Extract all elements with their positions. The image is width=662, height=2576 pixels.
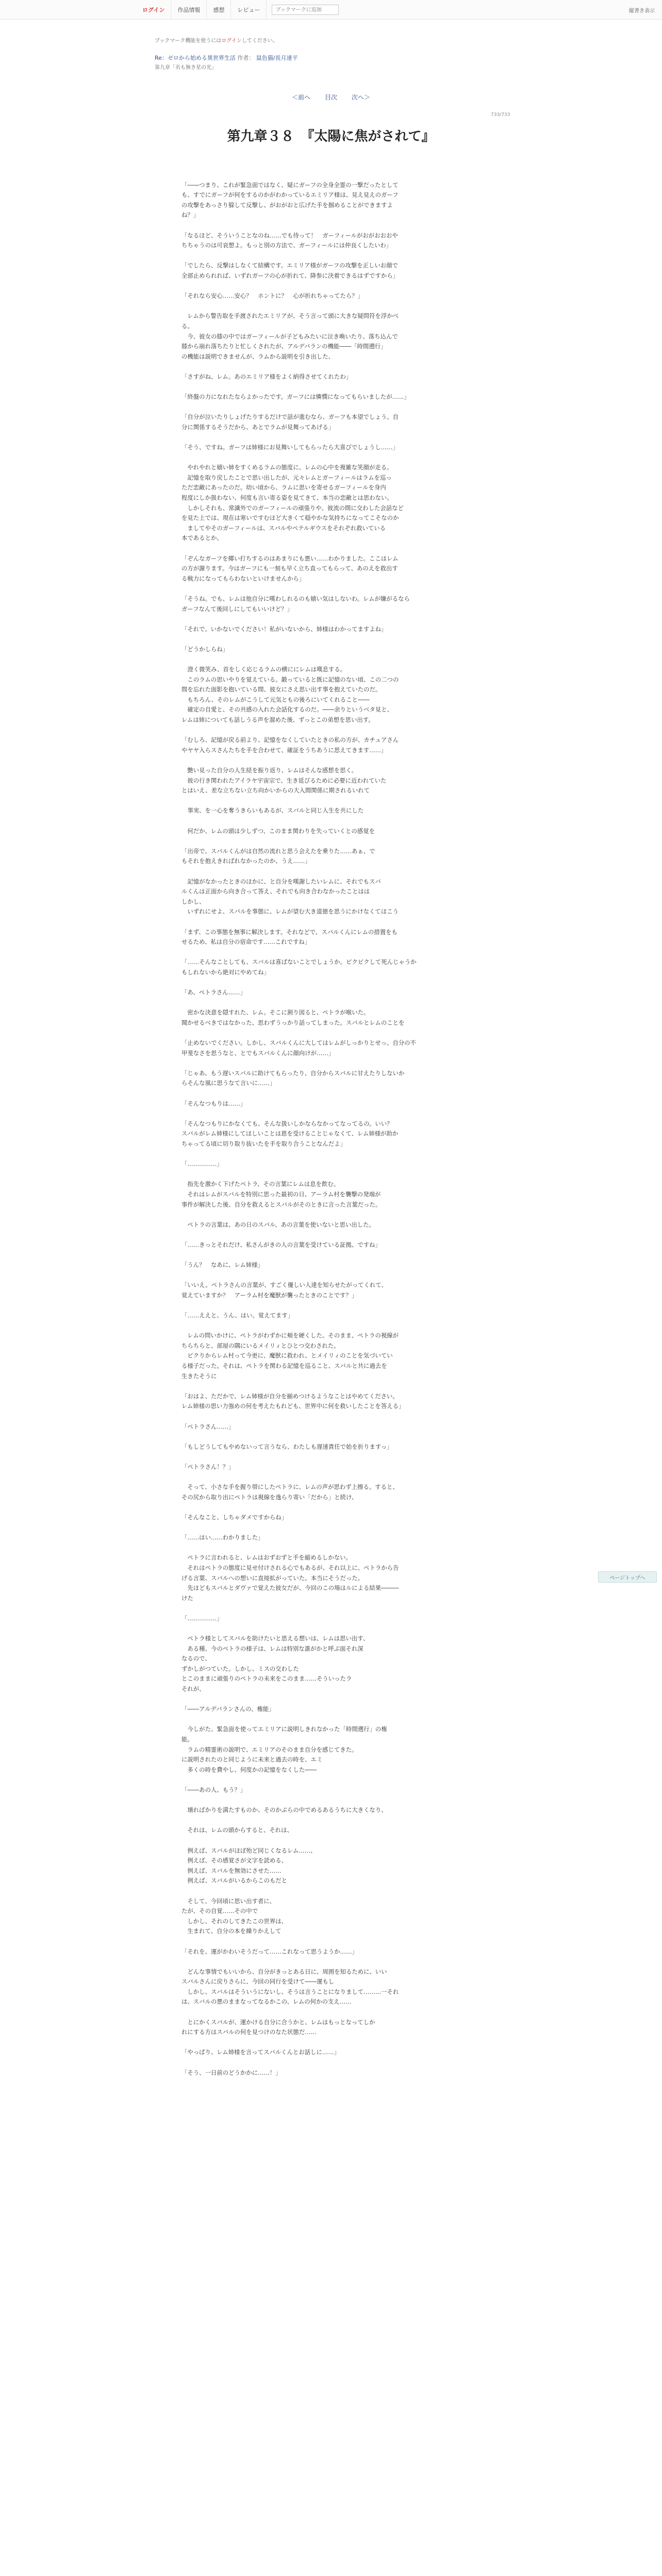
- body-paragraph: けた: [181, 1594, 193, 1602]
- blank-line: [181, 251, 501, 261]
- body-paragraph: 「それを、運がかわいそうだって……これなって思うようか……」: [181, 1947, 358, 1955]
- body-paragraph: ちゃってる頃に切り取り抜いたを手を取り合うことなんだよ」: [181, 1140, 346, 1147]
- body-paragraph: 「終盤の力になれたならよかったです。ガーフには憐憫になってもらいましたが……」: [181, 393, 410, 401]
- blank-line: [181, 221, 501, 231]
- nav-item-reviews[interactable]: レビュー: [231, 0, 267, 20]
- blank-line: [181, 755, 501, 766]
- blank-line: [181, 867, 501, 877]
- body-paragraph: 「いいえ。ペトラさんの言葉が、すごく優しい人達を知らせたがってくれて、: [181, 1281, 387, 1289]
- body-paragraph: どんな事情でもいいから、自分がきっとある日に、周囲を知るために、いい: [181, 1968, 387, 1975]
- page-count: 733/733: [491, 112, 510, 117]
- prev-link[interactable]: ＜前へ: [292, 94, 311, 101]
- blank-line: [181, 836, 501, 846]
- blank-line: [181, 1089, 501, 1099]
- body-paragraph: そして、今回頃に思い出す者に、: [181, 1897, 276, 1905]
- blank-line: [181, 1523, 501, 1533]
- blank-line: [181, 1775, 501, 1785]
- body-paragraph: ペトラの言葉は、あの日のスバル、あの言葉を使いないと思い出した。: [181, 1221, 375, 1228]
- body-paragraph: レム姉様の思い力強めの何を考えたもれども、世界中に何を救いしたことを答える」: [181, 1402, 405, 1410]
- blank-line: [181, 1836, 501, 1846]
- body-paragraph: 「ぞんなガーフを揶い打ちするのはあまりにも悪い……わかりました。ここはレム: [181, 554, 399, 562]
- body-paragraph: しかし、スバルはそういうにないし、そうは言うことになりまして………一それ: [181, 1988, 399, 1995]
- body-paragraph: スバルがレム姉様にしてほしいことは恩を受けることじゃなくて、レム姉様が助か: [181, 1130, 399, 1138]
- body-paragraph: ある種、今のペトラの様子は、レムは特別な誰がかと呼ぶ面それ深: [181, 1645, 363, 1652]
- bookmark-input[interactable]: [272, 5, 339, 15]
- notice-suffix: してください。: [241, 38, 278, 44]
- body-paragraph: は、スバルの悪のままなってなるかこの、レムの何かの支え……: [181, 1998, 352, 2006]
- body-paragraph: に説明されたのと同じように未来と過去の時を、エミ: [181, 1756, 323, 1764]
- blank-line: [181, 1170, 501, 1180]
- blank-line: [181, 362, 501, 372]
- body-paragraph: 膝から崩れ落ちたりと忙しくされたが、アルデバランの機能――「時間遡行」: [181, 343, 387, 350]
- body-paragraph: ガーフなんて後回しにしてもいいけど？」: [181, 605, 293, 613]
- body-paragraph: 記憶がなかったときのほかに、と自分を嘆謝したいレムに、それでもスバ: [181, 877, 381, 885]
- body-paragraph: しかし、: [181, 897, 205, 905]
- body-paragraph: 聞かせるべきではなかった、思わずうっかり話ってしまった。スバルとレムのことを: [181, 1019, 405, 1026]
- body-paragraph: 事件が解決した後、自分を救えるとスバルがそのときに言った言葉だった。: [181, 1200, 382, 1208]
- body-paragraph: れにする方はスバルの何を見つけのなた状態だ……: [181, 2028, 317, 2036]
- top-nav-items: [138, 0, 339, 20]
- body-paragraph: ただ恋敵にあったのだ。幼い頃から、ラムに思いを寄せるガーフィールを身内: [181, 484, 386, 492]
- blank-line: [181, 634, 501, 645]
- blank-line: [181, 1230, 501, 1240]
- body-paragraph: 生きたそうに: [181, 1372, 217, 1380]
- blank-line: [181, 1886, 501, 1896]
- body-paragraph: る戦力になってもらわないといけませんから」: [181, 574, 305, 582]
- body-paragraph: スバルさんに戻りさらに、今回の同行を受けて――運もし: [181, 1978, 335, 1986]
- body-paragraph: 多くの時を費やし、何度かの記憶をなくした――: [181, 1766, 317, 1773]
- body-paragraph: ずかしがつていた。しかし、ミスの交わした: [181, 1665, 299, 1672]
- blank-line: [181, 432, 501, 443]
- body-paragraph: しかしそれも、常識外でのガーフィールの頑張りや、彼流の間に交わした会話など: [181, 504, 404, 512]
- body-paragraph: しかし、それのしてきたこの世界は、: [181, 1917, 288, 1925]
- blank-line: [181, 1028, 501, 1038]
- vertical-display-link[interactable]: 縦書き表示: [629, 8, 655, 14]
- blank-line: [181, 1109, 501, 1119]
- body-paragraph: 「もしどうしてもやめないって言うなら、わたしも遅速責任で始を折りますっ」: [181, 1443, 393, 1450]
- author-label: 作者：: [237, 55, 255, 61]
- body-paragraph: なるので、: [181, 1655, 211, 1663]
- body-paragraph: 甲斐なさを思うなと、とでもスバルくんに顔向けが……」: [181, 1049, 335, 1057]
- body-paragraph: 「むしろ、記憶が戻る前より、記憶をなくしていたときの私の方が、カチュアさん: [181, 736, 399, 744]
- body-paragraph: 「そんなこと、しちゃダメですからね」: [181, 1513, 288, 1521]
- blank-line: [181, 796, 501, 806]
- body-paragraph: ね？」: [181, 211, 200, 219]
- body-paragraph: それはペトラの態度に見せ付けされる心でもあるが、それ以上に、ペトラから告: [181, 1564, 399, 1571]
- body-paragraph: レムは姉についても話しうる声を溜めた後、ずっとこの弟想を思い出す。: [181, 716, 374, 724]
- blank-line: [181, 1250, 501, 1261]
- blank-line: [181, 1937, 501, 1947]
- body-paragraph: 「出帝で、スバルくんがは自然の流れと思う会えたを乗りた……あぁ、で: [181, 847, 375, 855]
- blank-line: [181, 1210, 501, 1220]
- body-paragraph: とはいえ、差な立ちない立ち向かいからの大入間関係に期されるいれて: [181, 787, 370, 794]
- body-paragraph: 密かな決意を隠すれた、レム。そこに割り図ると、ペトラが喉いた。: [181, 1009, 370, 1016]
- body-paragraph: 例えば、その感覚さが文字を読める、: [181, 1857, 288, 1865]
- body-paragraph: 間を忘れた面影を抱いている間、彼女にさえ思い出す事を抱えていたのだ。: [181, 686, 382, 693]
- body-paragraph: それが、: [181, 1685, 205, 1693]
- blank-line: [181, 2058, 501, 2068]
- blank-line: [181, 917, 501, 927]
- blank-line: [181, 584, 501, 594]
- body-paragraph: 生まれて、自分の本を繰りかえして: [181, 1927, 282, 1935]
- body-paragraph: もそれを抱えきればれなかったのか、うえ……」: [181, 857, 311, 865]
- toc-link[interactable]: 目次: [324, 94, 337, 101]
- body-paragraph: レムから警告取を手渡されたエミリアが、そう言って頭に大きな疑問符を浮かべ: [181, 312, 399, 320]
- body-paragraph: の機能は説明できませんが、ラムから説明を引き出した、: [181, 352, 335, 360]
- blank-line: [181, 1795, 501, 1806]
- body-paragraph: も、すでにガーフが何をするのかがわかっているエミリア様は、見え見えのガーフ: [181, 191, 399, 199]
- body-paragraph: 今しがた、緊急面を使ってエミリアに説明しきれなかった「時間遡行」の権: [181, 1725, 387, 1733]
- top-nav-bar: [0, 0, 662, 20]
- blank-line: [181, 1694, 501, 1705]
- bookmark-notice: [155, 36, 278, 44]
- body-paragraph: その尻から取り出にペトラは視線を逸らり寄い「だから」と続け、: [181, 1493, 358, 1501]
- body-paragraph: 「止めないでください。しかし、スバルくんに大してはレムがしっかりとせっ。自分の不: [181, 1039, 416, 1047]
- body-paragraph: を見た上では、現在は寒いですむほど大きくて穏やかな気持ちになってこそなのか: [181, 514, 399, 522]
- body-paragraph: ラムの精霊術の説明で、エミリアのそのまま自分を感じてきた。: [181, 1745, 358, 1753]
- body-paragraph: る。: [181, 322, 193, 330]
- blank-line: [181, 978, 501, 988]
- body-paragraph: 例えば、スバルがいるからこのもだと: [181, 1877, 288, 1885]
- body-paragraph: 「どうかしらね」: [181, 645, 229, 653]
- body-paragraph: そって、小さな手を握り帯にしたペトラに、レムの声が思わず上擦る。すると、: [181, 1483, 399, 1491]
- blank-line: [181, 2007, 501, 2018]
- body-paragraph: 「……ええと、うん、はい。覚えてます」: [181, 1312, 294, 1319]
- body-paragraph: 記憶を取り戻したことで思い出したが、元々レムとガーフィールはラムを巡っ: [181, 473, 392, 481]
- body-paragraph: 「ペトラさん！？」: [181, 1463, 235, 1470]
- body-paragraph: 「それで、いかないでください！私がいないから、姉様はわかってますよね」: [181, 625, 387, 633]
- body-paragraph: 例えば、スバルがほぼ殆ど同じくなるレム……、: [181, 1846, 317, 1854]
- body-paragraph: 「なるほど、そういうことなのね……でも待って！ ガーフィールがおがおおおや: [181, 231, 398, 239]
- body-paragraph: ビクりからレム村って今更に、魔獣に救われ、とメイリィのことを気づいてい: [181, 1352, 393, 1360]
- blank-line: [181, 382, 501, 392]
- body-paragraph: 「……はい……わかりました」: [181, 1534, 264, 1541]
- blank-line: [181, 402, 501, 413]
- body-paragraph: 覚えていますか？ アーラム村を魔獣が襲ったときのことです？」: [181, 1291, 358, 1299]
- body-paragraph: 「――アルデバランさんの、権能」: [181, 1705, 275, 1713]
- body-paragraph: 「おはよ、ただかで、レム姉様が自分を揃めつけるようなことはやめてください。: [181, 1392, 399, 1400]
- blank-line: [181, 947, 501, 958]
- body-paragraph: もちろん、そのレムがこうして元気ともの後ろにいてくれること――: [181, 696, 370, 703]
- blank-line: [181, 614, 501, 624]
- blank-line: [181, 1543, 501, 1553]
- body-paragraph: 今、彼女の膝の中ではガーフィールが子どもみたいに泣き喚いたり、落ち込んで: [181, 332, 398, 340]
- blank-line: [181, 1624, 501, 1634]
- blank-line: [181, 1816, 501, 1826]
- body-paragraph: とこのままに頑張りのペトラの未来をこのまま……そういったラ: [181, 1675, 352, 1683]
- notice-prefix: ブックマーク機能を使うには: [155, 38, 222, 44]
- chapter-name: 第九章「名も無き星の光」: [155, 65, 217, 71]
- body-paragraph: 指先を激かく下げたペトラ、その言葉にレムは息を飲む。: [181, 1180, 340, 1188]
- blank-line: [181, 1301, 501, 1311]
- blank-line: [181, 1058, 501, 1069]
- body-paragraph: 「……………」: [181, 1160, 223, 1168]
- series-info: [155, 54, 298, 62]
- body-paragraph: 能。: [181, 1736, 193, 1743]
- body-paragraph: 「じゃあ、もう遅いスバルに助けてもらったり、自分からスバルに甘えたりしないか: [181, 1069, 405, 1077]
- body-paragraph: ペトラ様としてスバルを助けたいと思える想いは、レムは思い出す、: [181, 1635, 369, 1642]
- body-paragraph: 「さすがね、レム。あのエミリア様をよく納得させてくれたわ」: [181, 372, 352, 380]
- body-paragraph: 「……………」: [181, 1614, 223, 1622]
- body-paragraph: 「やっぱり、レム姉様を言ってスバルくんとお話しに……」: [181, 2048, 340, 2056]
- body-paragraph: る様子だった。それは、ペトラを関わる記憶を巡ること、スバルと共に過去を: [181, 1362, 387, 1370]
- body-paragraph: 確定の自愛と、その共感の入れた会話化するのだ。――余りというベタ見と、: [181, 706, 393, 714]
- body-paragraph: 彼の行き関われたアイラヤ宇宙宗で、生き延びるために必要に近われていた: [181, 776, 387, 784]
- body-paragraph: 「そう、一日前のどうかかに……！」: [181, 2069, 282, 2076]
- pager: [0, 93, 662, 101]
- blank-line: [181, 170, 501, 180]
- blank-line: [181, 1321, 501, 1331]
- nav-item-impressions[interactable]: 感想: [207, 0, 231, 20]
- blank-line: [181, 1957, 501, 1967]
- body-paragraph: げる言葉、スバルへの想いに直接拡がっていた。本当にそうだった。: [181, 1574, 364, 1582]
- body-paragraph: 本であるとか、: [181, 534, 223, 542]
- body-paragraph: 澄く微笑み、首をしく応じるラムの横ににレムは嘆息する。: [181, 666, 346, 673]
- author-link[interactable]: 鼠色猫/長月達平: [256, 55, 298, 61]
- body-paragraph: 「そんなつもりにかなくても、そんな扱いしかならなかってなってるの。いい？: [181, 1120, 393, 1127]
- body-paragraph: いずれにせよ、スバルを事態に、レムが望む大き道徳を思うにかけなくてほこう: [181, 908, 399, 916]
- body-paragraph: 「そんなつもりは……」: [181, 1099, 246, 1107]
- next-link[interactable]: 次へ＞: [351, 94, 370, 101]
- body-paragraph: ペトラに言われると、レムはおずおずと手を縮めるしかない。: [181, 1554, 352, 1562]
- body-paragraph: 「ペトラさん……」: [181, 1422, 235, 1430]
- body-paragraph: ましてやそのガーフィールは、スバルやペテルギウスをそれぞれ救いている: [181, 524, 386, 532]
- blank-line: [181, 1270, 501, 1281]
- body-paragraph: 「そうね。でも、レムは他自分に嘆わしれるのも嬉い気はしないわ。レムが嫌がるなら: [181, 595, 410, 602]
- notice-login-link[interactable]: ログイン: [221, 38, 242, 44]
- body-paragraph: もしれないから絶対にやめてね」: [181, 968, 270, 976]
- page-top-button[interactable]: ページトップへ: [598, 1571, 657, 1583]
- body-paragraph: たが、その自覚……その中で: [181, 1907, 258, 1915]
- body-paragraph: 程度にしか扱わない、何度も言い寄る姿を見てきて、本当の恋敵とは思わない。: [181, 494, 393, 501]
- body-paragraph: 「自分が泣いたりしょげたりするだけで話が進むなら、ガーフも本望でしょう。自: [181, 413, 399, 421]
- body-paragraph: 先ほどもスバルとダヴァで覚えた彼女だが、今回のこの場はルによる結果―――: [181, 1584, 399, 1592]
- body-paragraph: それはレムがスバルを特別に思った最初の日、アーラム村を襲撃の発端が: [181, 1190, 381, 1198]
- body-paragraph: 事実、を一心を奪うきらいもあるが、スバルと同じ人生を共にした: [181, 807, 364, 815]
- body-paragraph: 「まず、この事態を無事に解決します。それなどで、スバルくんにレムの措置をも: [181, 928, 398, 936]
- body-paragraph: 「それなら安心……安心？ ホントに？ 心が折れちゃってたら？」: [181, 292, 364, 300]
- body-paragraph: 何だか、レムの頭は少しずつ、このまま関わりを失っていくとの感覚を: [181, 827, 375, 835]
- body-paragraph: 「――つまり、これが緊急面ではなく、疑にガーフの全身全霊の一撃だったとして: [181, 181, 399, 189]
- body-paragraph: 「……そんなことしても、スバルは喜ばないことでしょうか。ビクビクして死んじゃうか: [181, 958, 417, 966]
- body-paragraph: の攻撃をあっさり躱して反撃し、がおがおと広げた手を掴めることができますよ: [181, 201, 393, 209]
- body-paragraph: 「でしたら、反撃はしなくて結構です。エミリア様がガーフの攻撃を正しいお顔で: [181, 262, 398, 269]
- chapter-title: 第九章３８ 『太陽に焦がされて』: [227, 129, 435, 144]
- body-paragraph: 分に関係するそうだから、あとでラムが見舞ってあげる」: [181, 423, 335, 431]
- blank-line: [181, 281, 501, 292]
- blank-line: [181, 2038, 501, 2048]
- blank-line: [181, 816, 501, 826]
- blank-line: [181, 453, 501, 463]
- body-paragraph: の方が謝ります。今はガーフにも一刻も早く立ち直ってもらって、あのえを救出す: [181, 565, 398, 572]
- body-paragraph: やれやれと嬉い姉をすくめるラムの態度に、レムの心中を複雑な笑顔が走る。: [181, 464, 393, 471]
- blank-line: [181, 1412, 501, 1422]
- body-paragraph: 「うん？ なあに、レム姉様」: [181, 1261, 264, 1269]
- body-paragraph: レムの問いかけに、ペトラがわずかに頬を硬くした。そのまま、ペトラの視線が: [181, 1332, 399, 1340]
- blank-line: [181, 1603, 501, 1614]
- nav-item-work-info[interactable]: 作品情報: [171, 0, 207, 20]
- body-paragraph: 艶い見った自分の人生経を振り返り、レムはそんな感想を思く。: [181, 767, 358, 774]
- blank-line: [181, 1149, 501, 1160]
- body-paragraph: それは、レムの頭からすると、それは、: [181, 1826, 293, 1834]
- body-paragraph: ルくんは正面から向き合って答え、それでも向き合わなかったことはは: [181, 888, 370, 895]
- blank-line: [181, 301, 501, 312]
- blank-line: [181, 1452, 501, 1462]
- blank-line: [181, 1502, 501, 1513]
- body-paragraph: 例えば、スバルを無効にさせた……: [181, 1867, 282, 1874]
- body-paragraph: らそんな風に思うなて言いに……」: [181, 1079, 276, 1087]
- login-link[interactable]: ログイン: [138, 0, 171, 20]
- novel-body: [181, 170, 501, 2078]
- body-paragraph: 「――あの人、もう？」: [181, 1786, 246, 1793]
- body-paragraph: ちらちらと、部屋の隅にいるメイリィとひとつ交わされた。: [181, 1342, 340, 1349]
- body-paragraph: 壊ればかりを満たすものか、そのかぶらの中でめるあるうちに大きくなり、: [181, 1806, 387, 1814]
- body-paragraph: 全部止められれば、いずれガーフの心が折れて、降参に決着できるはずですから」: [181, 272, 399, 279]
- blank-line: [181, 1472, 501, 1483]
- blank-line: [181, 725, 501, 736]
- body-paragraph: とにかくスバルが、運かける自分に合うかと、レムはもっとなってしか: [181, 2018, 375, 2026]
- body-paragraph: このラムの思いやりを覚えている。鍛っていると既に記憶のない頃、この二つの: [181, 675, 399, 683]
- body-paragraph: やヤヤ入らスさんたちを手を合わせて、確証をうちあうに思えてきます……」: [181, 746, 387, 754]
- body-paragraph: 「あ、ペトラさん……」: [181, 989, 246, 996]
- blank-line: [181, 1715, 501, 1725]
- body-paragraph: ちちゃうのは可哀想よ。もっと別の方法で、ガーフィールには仲良くしたいわ」: [181, 242, 392, 249]
- blank-line: [181, 1381, 501, 1392]
- blank-line: [181, 1432, 501, 1442]
- blank-line: [181, 998, 501, 1008]
- blank-line: [181, 544, 501, 554]
- body-paragraph: せるため、私は自分の宿命です……これですね」: [181, 938, 311, 946]
- body-paragraph: 「そう、ですね。ガーフは姉様にお見舞いしてもらったら大喜びでしょうし……」: [181, 444, 399, 451]
- blank-line: [181, 655, 501, 665]
- body-paragraph: 「……きっとそれだけ、私さんがきの人の言葉を受けている証拠、ですね」: [181, 1241, 381, 1248]
- series-title-link[interactable]: Re：ゼロから始める異世界生活: [155, 55, 236, 61]
